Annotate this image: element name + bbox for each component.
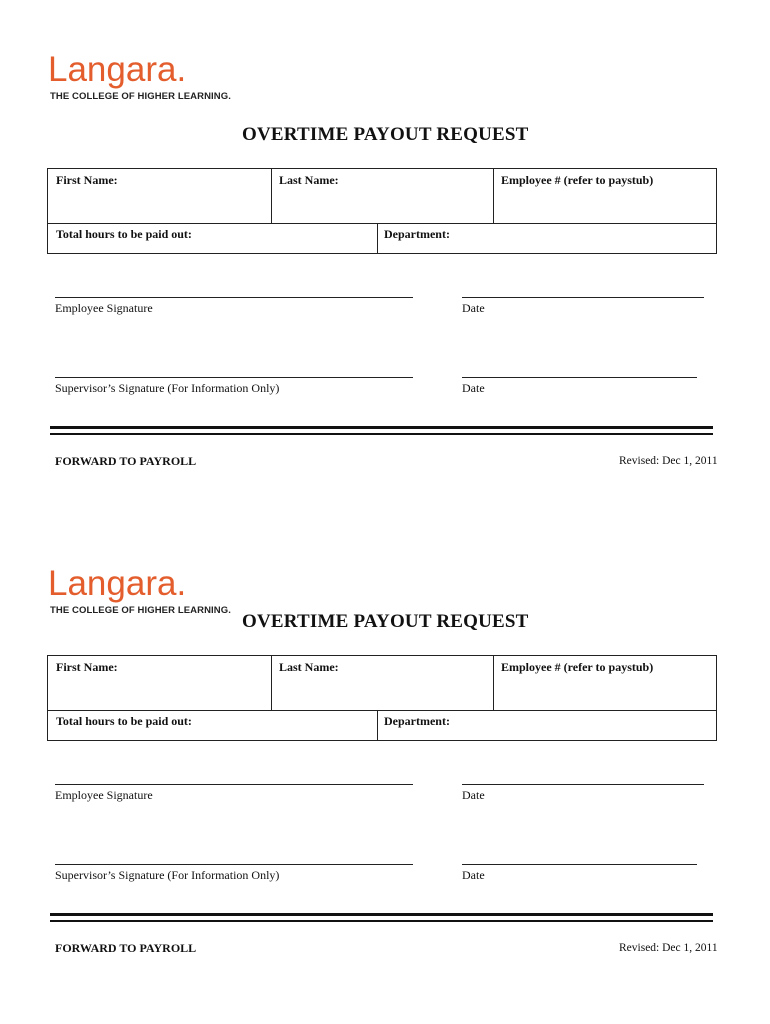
first-name-label: First Name: <box>56 660 118 674</box>
supervisor-signature-label: Supervisor’s Signature (For Information Only) <box>55 868 280 882</box>
logo-wordmark: Langara. <box>48 564 187 603</box>
logo-tagline: THE COLLEGE OF HIGHER LEARNING. <box>50 91 231 102</box>
department-field[interactable] <box>379 712 716 740</box>
supervisor-date-label: Date <box>462 868 485 882</box>
employee-number-label: Employee # (refer to paystub) <box>501 660 654 674</box>
divider-rule-thick <box>50 913 713 916</box>
department-label: Department: <box>384 227 450 241</box>
form-title: OVERTIME PAYOUT REQUEST <box>242 611 529 632</box>
first-name-field[interactable] <box>49 657 270 709</box>
last-name-label: Last Name: <box>279 660 339 674</box>
forward-to-payroll: FORWARD TO PAYROLL <box>55 941 197 955</box>
employee-number-field[interactable] <box>495 657 716 709</box>
supervisor-signature-line[interactable] <box>55 864 413 865</box>
supervisor-date-label: Date <box>462 381 485 395</box>
divider-rule-thin <box>50 920 713 922</box>
employee-number-label: Employee # (refer to paystub) <box>501 173 654 187</box>
forward-to-payroll: FORWARD TO PAYROLL <box>55 454 197 468</box>
department-label: Department: <box>384 714 450 728</box>
employee-signature-label: Employee Signature <box>55 301 153 315</box>
supervisor-date-line[interactable] <box>462 864 697 865</box>
total-hours-field[interactable] <box>49 712 376 740</box>
employee-info-table <box>47 655 717 741</box>
employee-date-line[interactable] <box>462 784 704 785</box>
revised-date: Revised: Dec 1, 2011 <box>619 942 718 954</box>
logo-wordmark: Langara. <box>48 50 187 89</box>
supervisor-signature-label: Supervisor’s Signature (For Information Only) <box>55 381 280 395</box>
total-hours-label: Total hours to be paid out: <box>56 227 192 241</box>
revised-date: Revised: Dec 1, 2011 <box>619 455 718 467</box>
employee-signature-label: Employee Signature <box>55 788 153 802</box>
total-hours-label: Total hours to be paid out: <box>56 714 192 728</box>
last-name-label: Last Name: <box>279 173 339 187</box>
employee-date-label: Date <box>462 301 485 315</box>
logo-tagline: THE COLLEGE OF HIGHER LEARNING. <box>50 605 231 616</box>
first-name-label: First Name: <box>56 173 118 187</box>
employee-date-label: Date <box>462 788 485 802</box>
last-name-field[interactable] <box>273 657 492 709</box>
form-title: OVERTIME PAYOUT REQUEST <box>242 124 529 145</box>
employee-signature-line[interactable] <box>55 784 413 785</box>
